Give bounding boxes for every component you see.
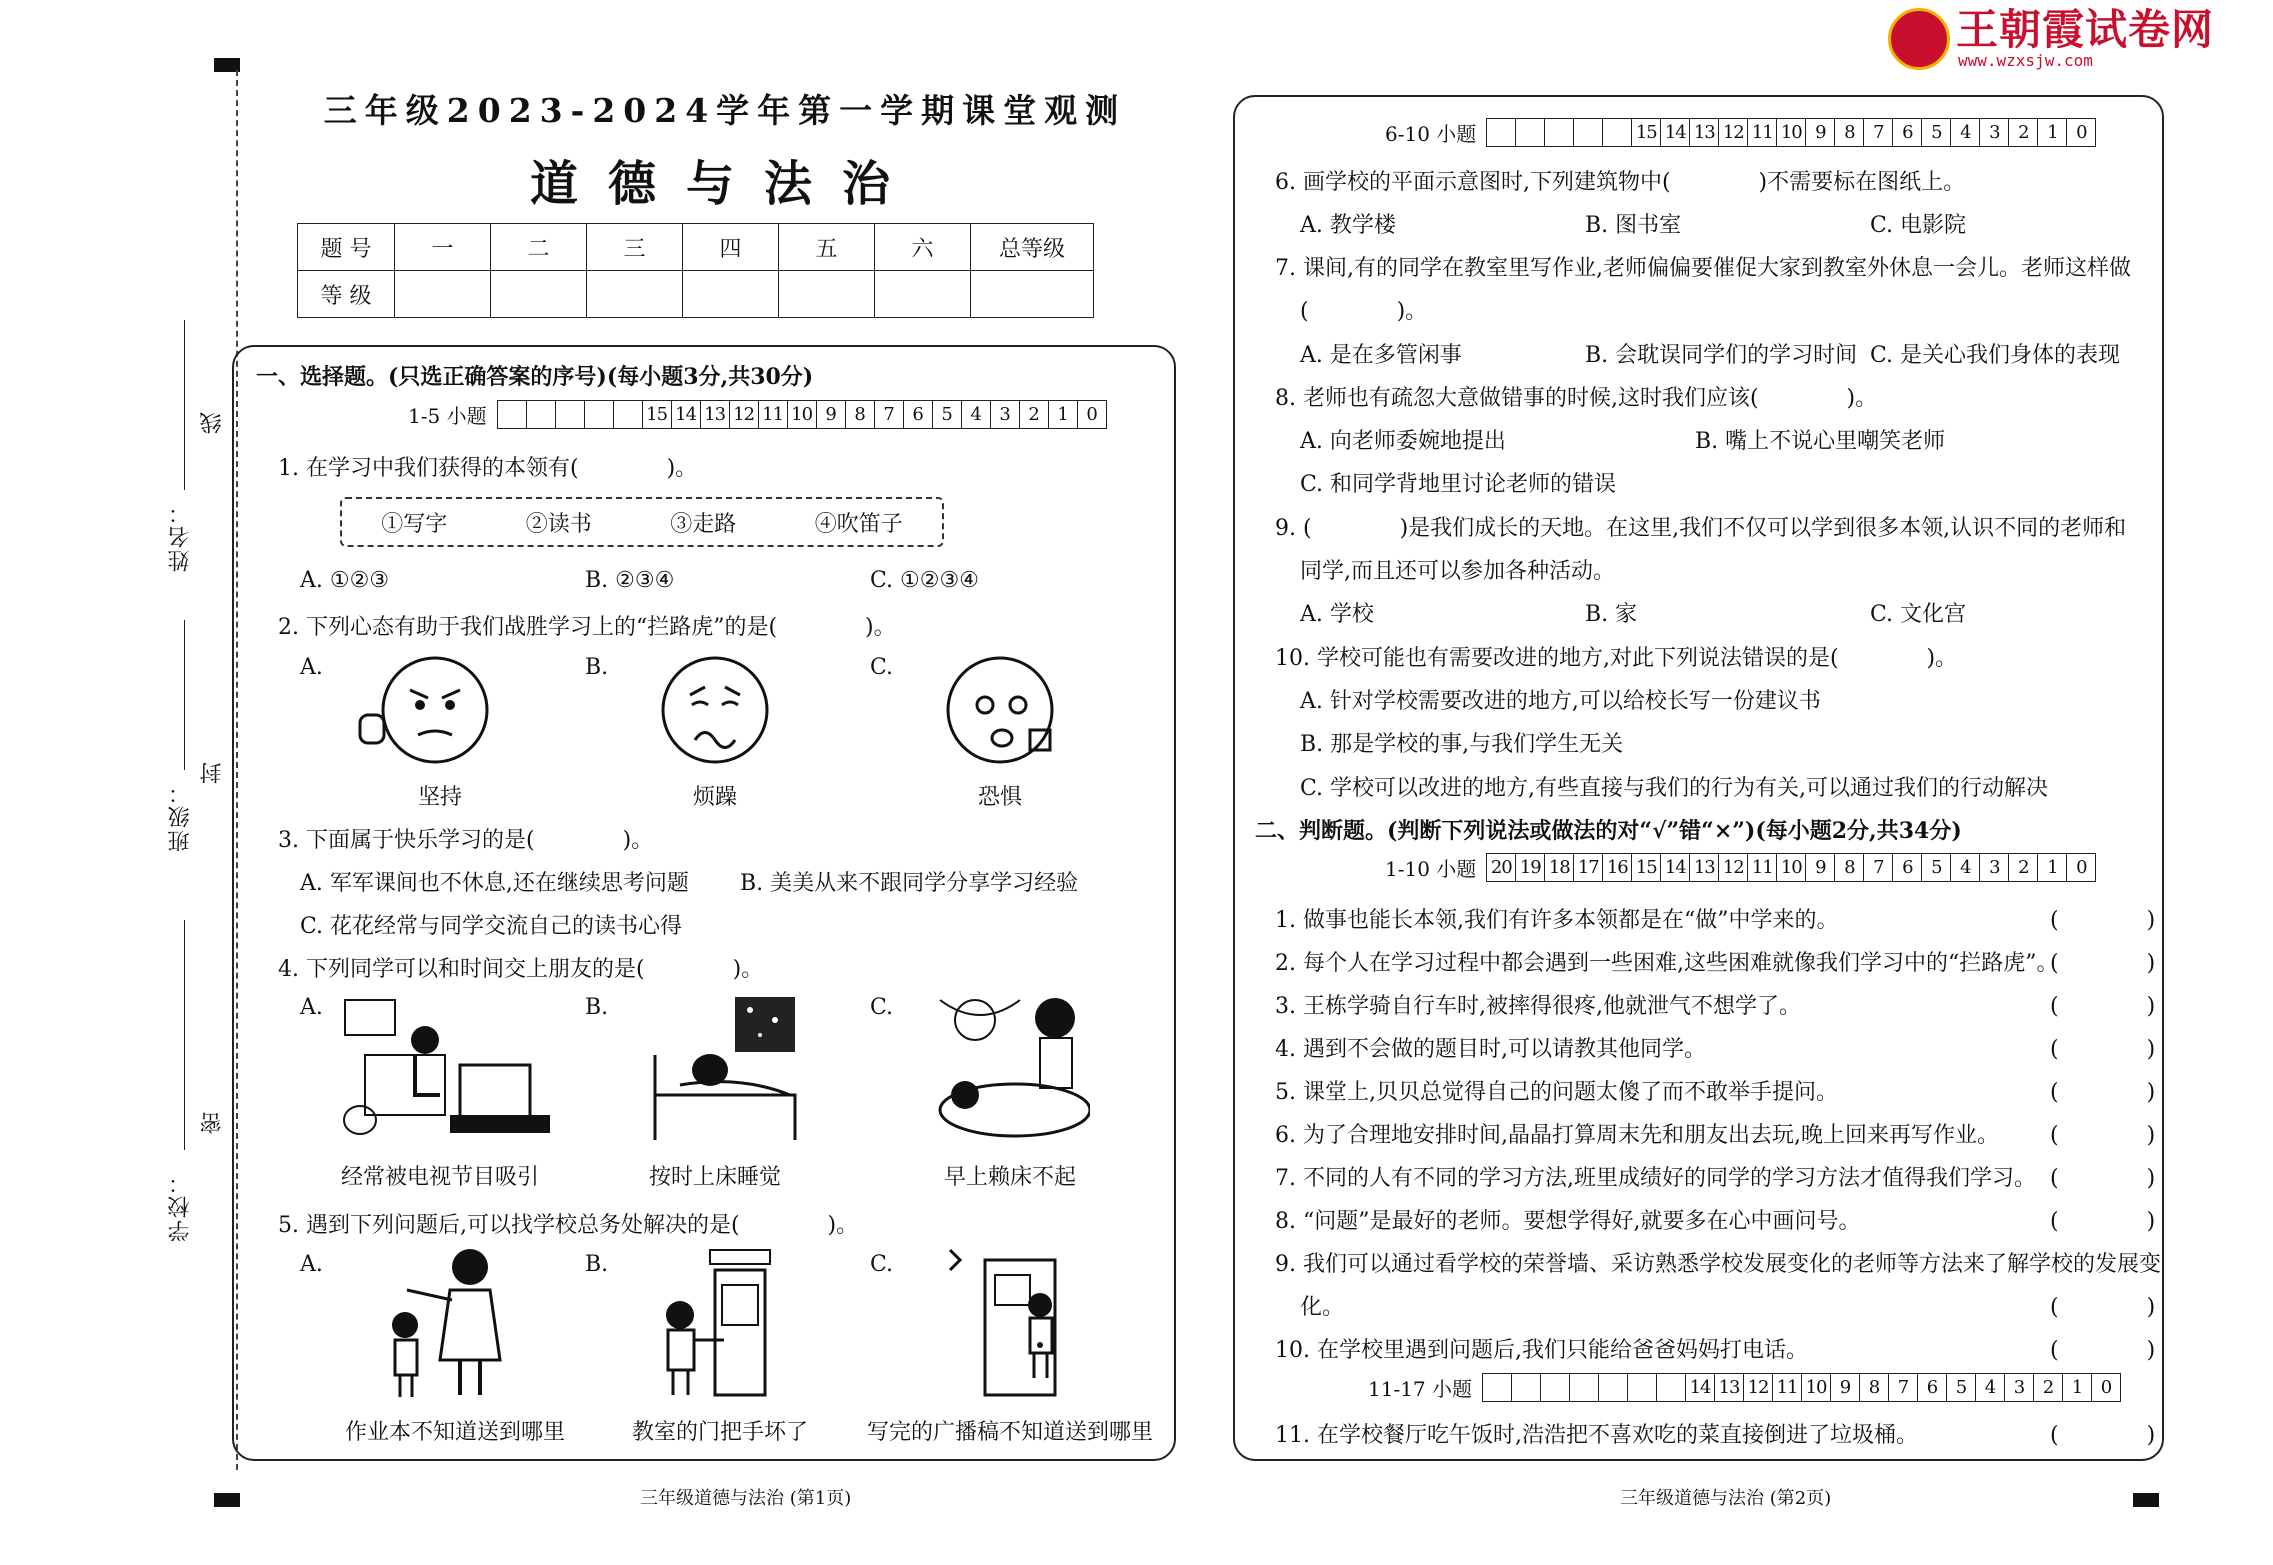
score-cell[interactable] [1487,119,1516,146]
scorebar-cells [497,400,1107,429]
q1-option-a: A. ①②③ [300,568,390,593]
q8-option-a: A. 向老师委婉地提出 [1300,429,1506,454]
score-cell[interactable] [1483,1374,1512,1401]
score-cell[interactable]: 1 [2038,854,2067,881]
score-cell[interactable] [556,401,585,428]
q2-caption-c: 恐惧 [977,785,1022,810]
question-3-stem: 3. 下面属于快乐学习的是( )。 [278,828,654,853]
q8-option-b: B. 嘴上不说心里嘲笑老师 [1695,429,1946,454]
judge-item-11: 11. 在学校餐厅吃午饭时,浩浩把不喜欢吃的菜直接倒进了垃圾桶。 [1275,1423,1918,1448]
grade-table-header: 五 [779,224,875,271]
grade-cell[interactable] [779,271,875,318]
subject-title: 道德与法治 [529,156,920,212]
score-cell[interactable]: 11 [1748,854,1777,881]
name-blank [184,320,185,490]
score-cell[interactable]: 10 [1802,1374,1831,1401]
judge-item-9-cont: 化。 [1300,1295,1345,1320]
score-cell[interactable]: 1 [2038,119,2067,146]
footer-page1: 三年级道德与法治 (第1页) [640,1488,852,1509]
q6-option-b: B. 图书室 [1585,213,1682,238]
judge-item-8: 8. “问题”是最好的老师。要想学得好,就要多在心中画问号。 [1275,1209,1861,1234]
q6-option-a: A. 教学楼 [1300,213,1396,238]
score-cell[interactable]: 0 [2076,122,2087,143]
score-cell[interactable]: 9 [1831,1374,1860,1401]
scorebar-6-10 [1385,118,2096,147]
q1-options-box [340,497,944,547]
score-cell[interactable]: 15 [1632,119,1661,146]
answer-paren[interactable]: ( ) [2050,1338,2156,1363]
q2-letter-a: A. [300,655,323,680]
score-cell[interactable] [1541,1374,1570,1401]
score-cell[interactable]: 19 [1516,854,1545,881]
grade-table [297,223,1094,318]
answer-paren[interactable]: ( ) [2050,951,2156,976]
score-cell[interactable] [1599,1374,1628,1401]
scorebar-1-10 [1385,853,2096,882]
scorebar-11-17 [1368,1373,2121,1402]
score-cell[interactable]: 9 [817,401,846,428]
score-cell[interactable]: 6 [1893,119,1922,146]
score-cell[interactable]: 7 [875,401,904,428]
score-cell[interactable]: 13 [1690,119,1719,146]
score-cell[interactable] [585,401,614,428]
answer-paren[interactable]: ( ) [2050,1037,2156,1062]
q5-letter-b: B. [585,1252,609,1277]
q9-option-b: B. 家 [1585,602,1638,627]
scorebar-cells [1486,118,2096,147]
judge-item-1: 1. 做事也能长本领,我们有许多本领都是在“做”中学来的。 [1275,908,1839,933]
answer-paren[interactable]: ( ) [2050,1123,2156,1148]
score-cell[interactable]: 8 [1860,1374,1889,1401]
xian-label: 线 [197,410,228,434]
score-cell[interactable]: 18 [1545,854,1574,881]
grade-cell[interactable] [683,271,779,318]
score-cell[interactable]: 10 [1777,854,1806,881]
question-9-stem-cont: 同学,而且还可以参加各种活动。 [1300,559,1615,584]
score-cell[interactable]: 8 [1835,119,1864,146]
score-cell[interactable]: 4 [1951,854,1980,881]
section1-heading: 一、选择题。(只选正确答案的序号)(每小题3分,共30分) [256,364,814,390]
grade-table-header: 一 [395,224,491,271]
score-cell[interactable]: 14 [1686,1374,1715,1401]
q3-option-c: C. 花花经常与同学交流自己的读书心得 [300,914,683,939]
q1-box-item: ②读书 [525,511,592,537]
grade-table-header: 四 [683,224,779,271]
score-cell[interactable]: 12 [1719,119,1748,146]
score-cell[interactable] [1516,119,1545,146]
score-cell[interactable]: 15 [643,401,672,428]
scorebar-label: 6-10 小题 [1385,122,1477,146]
score-cell[interactable] [614,401,643,428]
grade-cell[interactable] [491,271,587,318]
score-cell[interactable]: 6 [1918,1374,1947,1401]
footer-page2: 三年级道德与法治 (第2页) [1620,1488,1832,1509]
q1-box-item: ③走路 [670,511,737,537]
judge-item-6: 6. 为了合理地安排时间,晶晶打算周末先和朋友出去玩,晚上回来再写作业。 [1275,1123,1999,1148]
watermark-url: www.wzxsjw.com [1958,50,2093,70]
score-cell[interactable]: 4 [1976,1374,2005,1401]
persistent-face-icon [350,650,500,770]
score-cell[interactable]: 14 [672,401,701,428]
q10-option-a: A. 针对学校需要改进的地方,可以给校长写一份建议书 [1300,689,1821,714]
scorebar-cells [1486,853,2096,882]
registration-mark [2133,1493,2159,1507]
score-cell[interactable]: 4 [962,401,991,428]
q2-letter-b: B. [585,655,609,680]
grade-table-header: 题 号 [298,224,395,271]
score-cell[interactable]: 11 [1773,1374,1802,1401]
score-cell[interactable]: 17 [1574,854,1603,881]
school-blank [184,920,185,1150]
question-4-stem: 4. 下列同学可以和时间交上朋友的是( )。 [278,957,764,982]
q5-caption-b: 教室的门把手坏了 [631,1420,808,1445]
class-blank [184,620,185,770]
q6-option-c: C. 电影院 [1870,213,1967,238]
score-cell[interactable] [1545,119,1574,146]
score-cell[interactable]: 0 [2100,1377,2112,1398]
score-cell[interactable]: 2 [2034,1374,2063,1401]
q2-letter-c: C. [870,655,894,680]
score-cell[interactable]: 14 [1661,119,1690,146]
judge-item-10: 10. 在学校里遇到问题后,我们只能给爸爸妈妈打电话。 [1275,1338,1808,1363]
score-cell[interactable]: 16 [1603,854,1632,881]
q9-option-a: A. 学校 [1300,602,1374,627]
q3-option-a: A. 军军课间也不休息,还在继续思考问题 [300,871,689,896]
q5-letter-c: C. [870,1252,894,1277]
q7-option-c: C. 是关心我们身体的表现 [1870,343,2121,368]
name-label: 姓名： [168,500,193,572]
score-cell[interactable] [1570,1374,1599,1401]
grade-row-label: 等 级 [298,271,395,318]
answer-paren[interactable]: ( ) [2050,1295,2156,1320]
grade-cell[interactable] [395,271,491,318]
score-cell[interactable]: 3 [2005,1374,2034,1401]
score-cell[interactable]: 7 [1864,119,1893,146]
scorebar-label: 1-5 小题 [408,404,487,428]
scorebar-1-5 [408,400,1107,429]
score-cell[interactable]: 11 [1748,119,1777,146]
watermark-name: 王朝霞试卷网 [1956,4,2215,54]
score-cell[interactable]: 2 [2009,119,2038,146]
score-cell[interactable]: 6 [1893,854,1922,881]
score-cell[interactable] [1574,119,1603,146]
grade-cell[interactable] [587,271,683,318]
q1-box-item: ④吹笛子 [814,511,903,537]
score-cell[interactable] [1657,1374,1686,1401]
feng-label: 封 [197,760,228,784]
q5-caption-c: 写完的广播稿不知道送到哪里 [866,1420,1153,1445]
score-cell[interactable] [1512,1374,1541,1401]
question-2-stem: 2. 下列心态有助于我们战胜学习上的“拦路虎”的是( )。 [278,615,896,640]
q4-caption-c: 早上赖床不起 [943,1165,1076,1190]
score-cell[interactable]: 6 [904,401,933,428]
teacher-and-student-illustration [380,1245,520,1400]
q10-option-b: B. 那是学校的事,与我们学生无关 [1300,732,1624,757]
answer-paren[interactable]: ( ) [2050,1166,2156,1191]
judge-item-5: 5. 课堂上,贝贝总觉得自己的问题太傻了而不敢举手提问。 [1275,1080,1838,1105]
judge-item-3: 3. 王栋学骑自行车时,被摔得很疼,他就泄气不想学了。 [1275,994,1801,1019]
q1-option-c: C. ①②③④ [870,568,979,593]
score-cell[interactable]: 13 [701,401,730,428]
q4-letter-a: A. [300,995,323,1020]
answer-paren[interactable]: ( ) [2050,994,2156,1019]
score-cell[interactable]: 5 [1922,119,1951,146]
grade-table-header: 二 [491,224,587,271]
q10-option-c: C. 学校可以改进的地方,有些直接与我们的行为有关,可以通过我们的行动解决 [1300,776,2049,801]
q7-option-a: A. 是在多管闲事 [1300,343,1462,368]
section2-heading: 二、判断题。(判断下列说法或做法的对“√”错“×”)(每小题2分,共34分) [1255,818,1962,844]
registration-mark [214,1493,240,1507]
score-cell[interactable]: 11 [759,401,788,428]
score-cell[interactable]: 12 [1744,1374,1773,1401]
judge-item-7: 7. 不同的人有不同的学习方法,班里成绩好的同学的学习方法才值得我们学习。 [1275,1166,2036,1191]
score-cell[interactable]: 2 [2009,854,2038,881]
grade-cell[interactable] [875,271,971,318]
broadcast-script-illustration [925,1245,1075,1400]
judge-item-2: 2. 每个人在学习过程中都会遇到一些困难,这些困难就像我们学习中的“拦路虎”。 [1275,951,2059,976]
question-7-stem-cont: ( )。 [1300,299,1428,324]
q4-caption-b: 按时上床睡觉 [648,1165,781,1190]
score-cell[interactable]: 7 [1864,854,1893,881]
exam-title: 三年级2023-2024学年第一学期课堂观测 [323,91,1127,130]
broken-door-handle-illustration [640,1245,790,1400]
q2-caption-b: 烦躁 [692,785,737,810]
score-cell[interactable]: 8 [1835,854,1864,881]
question-10-stem: 10. 学校可能也有需要改进的地方,对此下列说法错误的是( )。 [1275,646,1958,671]
score-cell[interactable]: 12 [1719,854,1748,881]
scorebar-label: 1-10 小题 [1385,857,1477,881]
watermark-logo [1888,4,2215,70]
score-cell[interactable]: 5 [1947,1374,1976,1401]
sleeping-in-illustration [920,990,1090,1140]
class-label: 班级： [168,780,193,852]
score-cell[interactable]: 1 [1049,401,1078,428]
score-cell[interactable]: 5 [1922,854,1951,881]
question-8-stem: 8. 老师也有疏忽大意做错事的时候,这时我们应该( )。 [1275,386,1878,411]
question-6-stem: 6. 画学校的平面示意图时,下列建筑物中( )不需要标在图纸上。 [1275,170,1966,195]
answer-paren[interactable]: ( ) [2050,1423,2156,1448]
q2-caption-a: 坚持 [417,785,462,810]
q1-box-item: ①写字 [381,511,448,537]
score-cell[interactable]: 4 [1951,119,1980,146]
q1-option-b: B. ②③④ [585,568,675,593]
fearful-face-icon [940,650,1070,770]
q4-caption-a: 经常被电视节目吸引 [340,1165,539,1190]
score-cell[interactable]: 1 [2063,1374,2092,1401]
judge-item-4: 4. 遇到不会做的题目时,可以请教其他同学。 [1275,1037,1706,1062]
question-5-stem: 5. 遇到下列问题后,可以找学校总务处解决的是( )。 [278,1213,859,1238]
score-cell[interactable]: 13 [1715,1374,1744,1401]
tv-watching-illustration [340,995,560,1145]
score-cell[interactable]: 9 [1806,119,1835,146]
q8-option-c: C. 和同学背地里讨论老师的错误 [1300,472,1617,497]
score-cell[interactable] [1603,119,1632,146]
score-cell[interactable]: 8 [846,401,875,428]
score-cell[interactable]: 20 [1487,854,1516,881]
grade-table-header: 六 [875,224,971,271]
score-cell[interactable]: 0 [1086,404,1097,425]
scorebar-cells [1482,1373,2121,1402]
score-cell[interactable]: 3 [1980,854,2009,881]
score-cell[interactable]: 3 [1980,119,2009,146]
judge-item-9: 9. 我们可以通过看学校的荣誉墙、采访熟悉学校发展变化的老师等方法来了解学校的发展变 [1275,1252,2161,1277]
q9-option-c: C. 文化宫 [1870,602,1967,627]
grade-table-header: 三 [587,224,683,271]
score-cell[interactable]: 2 [1020,401,1049,428]
q5-letter-a: A. [300,1252,323,1277]
score-cell[interactable]: 9 [1806,854,1835,881]
irritable-face-icon [650,650,780,770]
score-cell[interactable]: 3 [991,401,1020,428]
question-7-stem: 7. 课间,有的同学在教室里写作业,老师偏偏要催促大家到教室外休息一会儿。老师这样做 [1275,256,2131,281]
score-cell[interactable]: 15 [1632,854,1661,881]
score-cell[interactable]: 0 [2076,857,2087,878]
scorebar-label: 11-17 小题 [1368,1377,1473,1401]
score-cell[interactable] [498,401,527,428]
answer-paren[interactable]: ( ) [2050,1209,2156,1234]
q5-caption-a: 作业本不知道送到哪里 [344,1420,565,1445]
grade-table-header: 总等级 [971,224,1094,271]
sleeping-on-time-illustration [640,995,810,1145]
answer-paren[interactable]: ( ) [2050,1080,2156,1105]
q7-option-b: B. 会耽误同学们的学习时间 [1585,343,1858,368]
school-label: 学校： [168,1170,193,1242]
grade-cell[interactable] [971,271,1094,318]
q4-letter-c: C. [870,995,894,1020]
score-cell[interactable]: 12 [730,401,759,428]
q4-letter-b: B. [585,995,609,1020]
question-9-stem: 9. ( )是我们成长的天地。在这里,我们不仅可以学到很多本领,认识不同的老师和 [1275,516,2127,541]
mi-label: 密 [197,1110,228,1134]
score-cell[interactable] [1628,1374,1657,1401]
score-cell[interactable]: 5 [933,401,962,428]
score-cell[interactable]: 10 [788,401,817,428]
question-1-stem: 1. 在学习中我们获得的本领有( )。 [278,456,698,481]
score-cell[interactable] [527,401,556,428]
answer-paren[interactable]: ( ) [2050,908,2156,933]
q3-option-b: B. 美美从来不跟同学分享学习经验 [740,871,1079,896]
score-cell[interactable]: 13 [1690,854,1719,881]
score-cell[interactable]: 10 [1777,119,1806,146]
seal-icon [1888,8,1950,70]
score-cell[interactable]: 14 [1661,854,1690,881]
score-cell[interactable]: 7 [1889,1374,1918,1401]
